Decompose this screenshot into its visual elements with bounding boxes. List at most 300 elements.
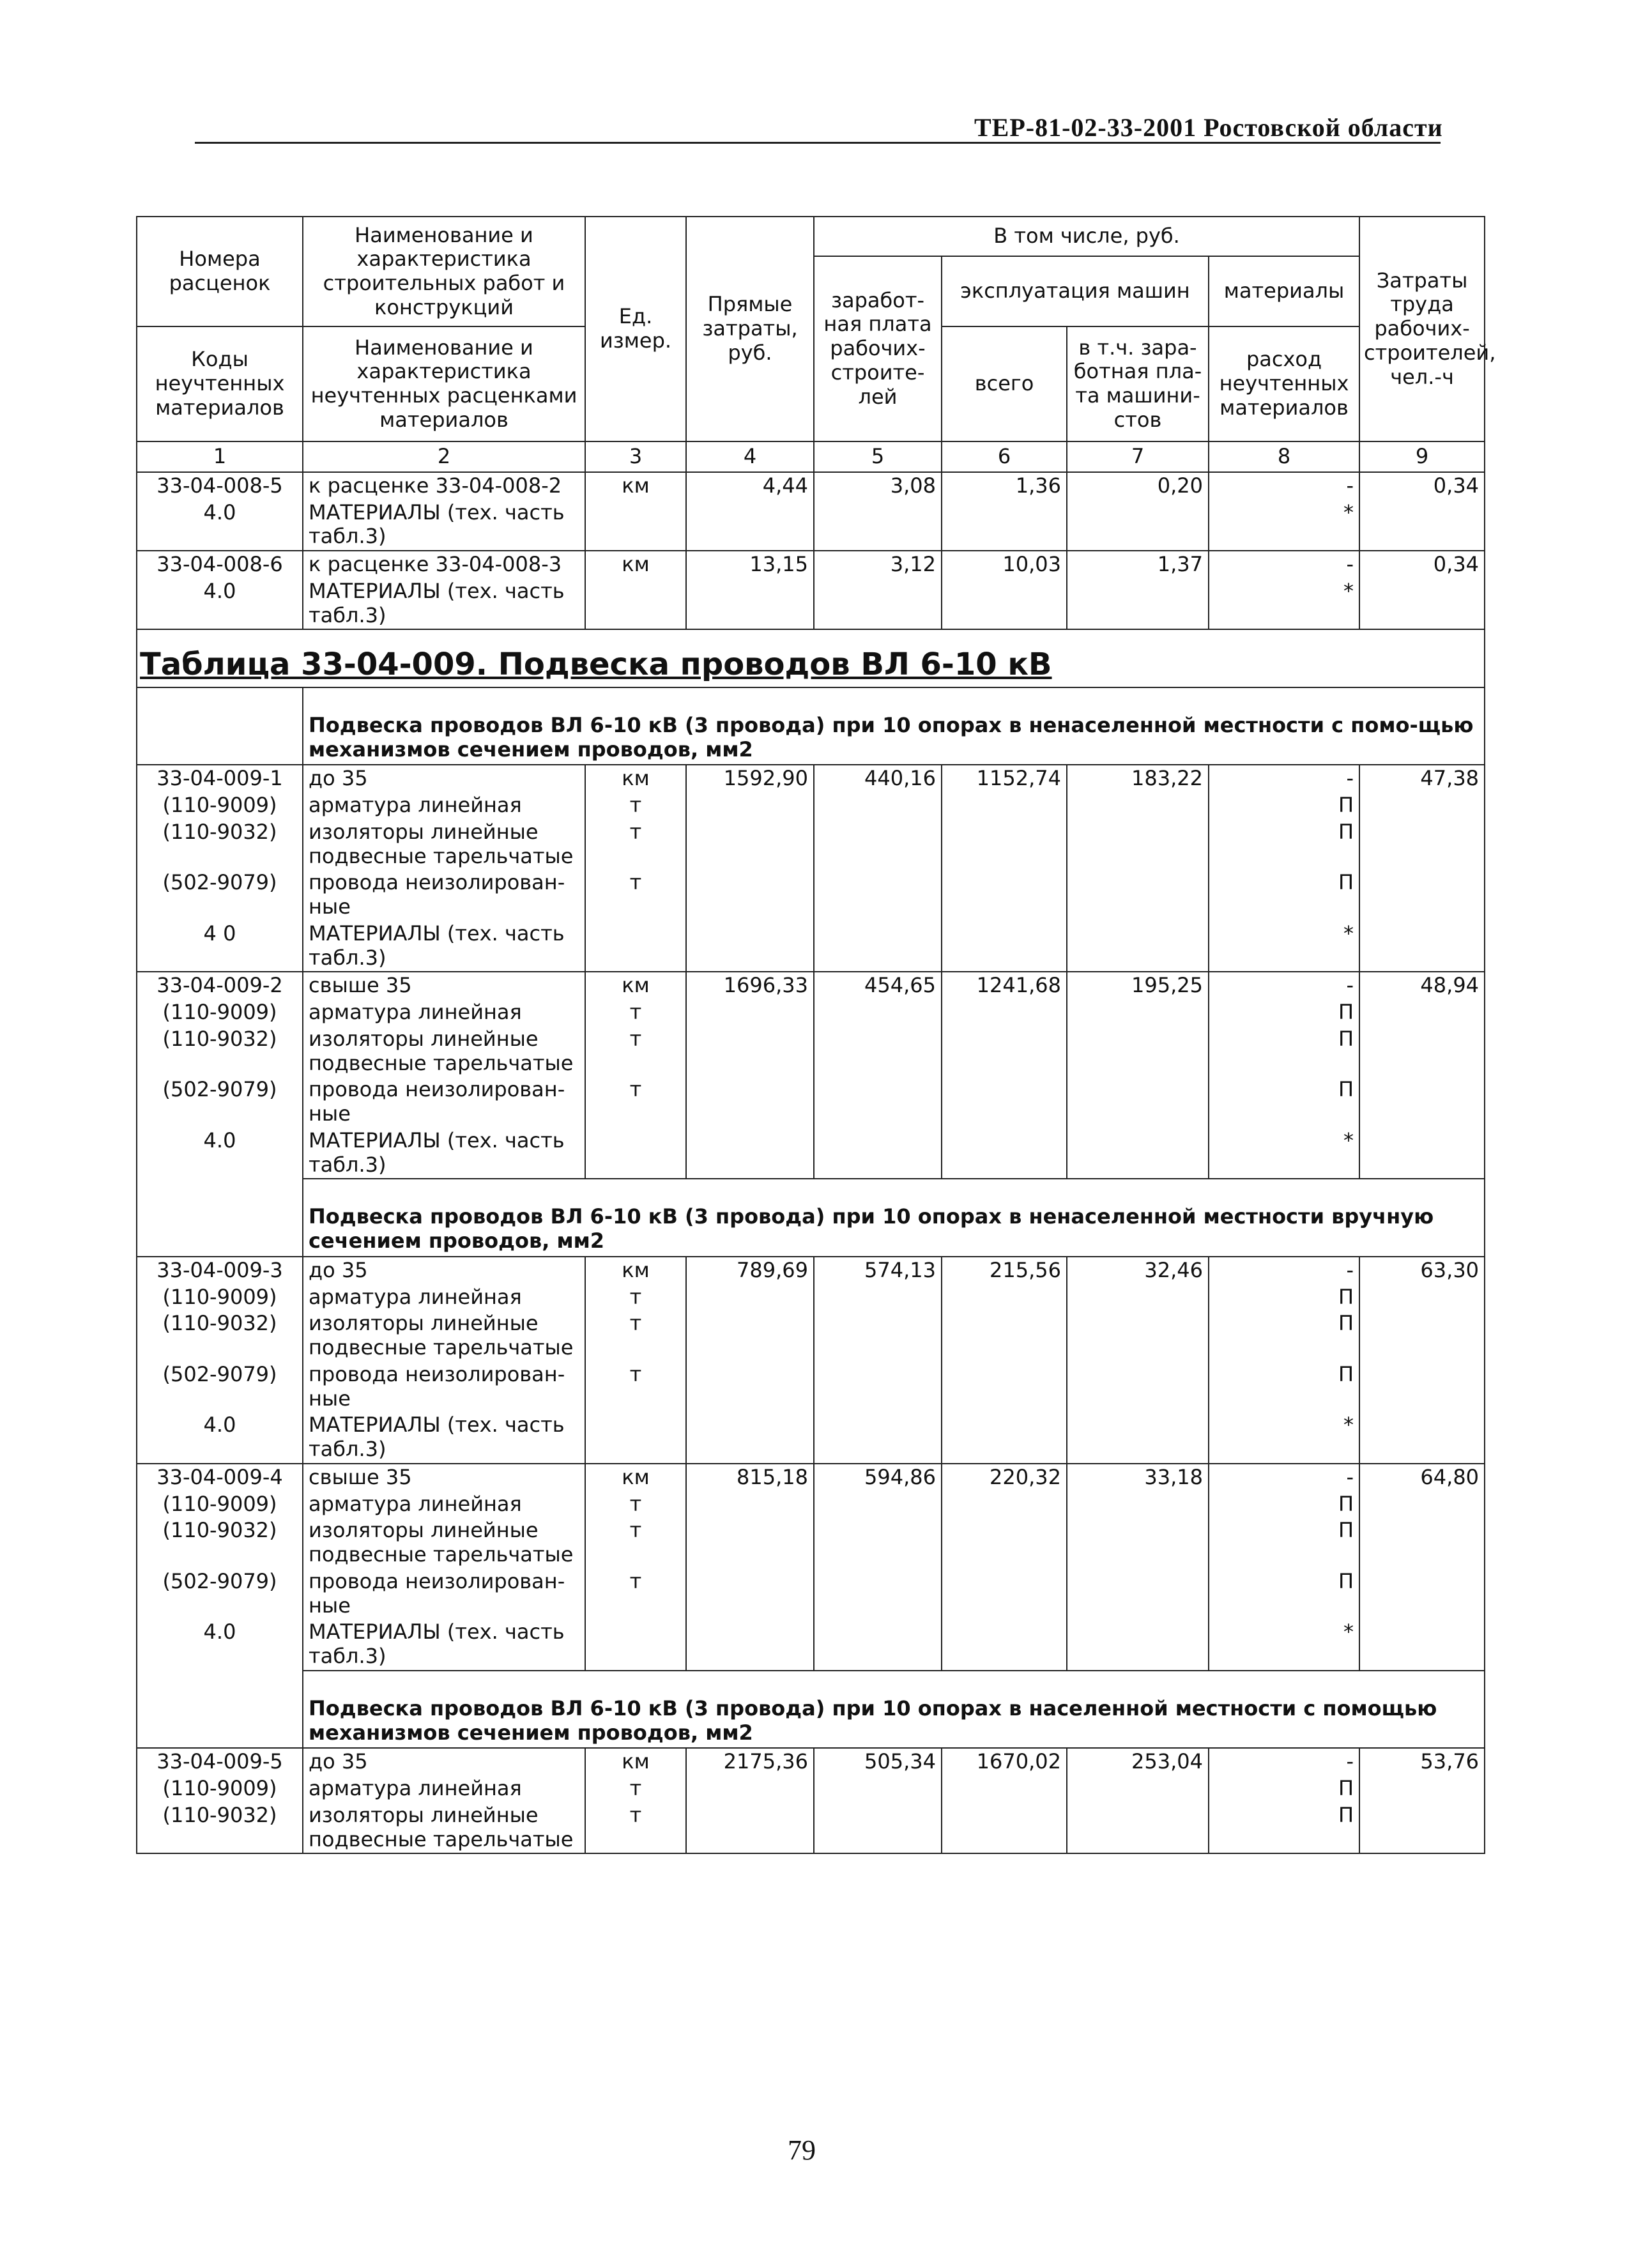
cell-labor xyxy=(1359,1775,1485,1802)
table-row xyxy=(137,819,1485,870)
cell-code: 33-04-008-6 xyxy=(137,551,303,578)
cell-labor: 47,38 xyxy=(1359,765,1485,792)
cell-materials: П xyxy=(1209,792,1359,819)
table-row xyxy=(137,1412,1485,1464)
cell-machines-total xyxy=(942,921,1067,972)
cell-materials: П xyxy=(1209,1517,1359,1568)
cell-code: (110-9032) xyxy=(137,819,303,870)
table-row xyxy=(137,1026,1485,1077)
cell-direct-costs xyxy=(686,1491,814,1518)
cell-machinist-wage xyxy=(1067,1802,1209,1854)
cell-direct-costs xyxy=(686,999,814,1026)
cell-labor xyxy=(1359,500,1485,551)
column-number: 6 xyxy=(942,441,1067,472)
table-row xyxy=(137,1619,1485,1671)
cell-machines-total xyxy=(942,870,1067,921)
cell-name: МАТЕРИАЛЫ (тех. часть табл.3) xyxy=(303,921,585,972)
cell-direct-costs xyxy=(686,578,814,630)
cell-materials: П xyxy=(1209,1802,1359,1854)
cell-labor xyxy=(1359,1619,1485,1671)
cell-unit: т xyxy=(585,1802,686,1854)
cell-wage xyxy=(814,1412,942,1464)
cell-machines-total xyxy=(942,1802,1067,1854)
cell-machinist-wage: 0,20 xyxy=(1067,472,1209,500)
header-materials: материалы xyxy=(1209,256,1359,326)
cell-materials: - xyxy=(1209,765,1359,792)
cell-direct-costs xyxy=(686,1128,814,1179)
header-machines: эксплуатация машин xyxy=(942,256,1209,326)
cell-wage xyxy=(814,1568,942,1620)
cell-code: 33-04-009-2 xyxy=(137,972,303,999)
cell-machines-total: 1,36 xyxy=(942,472,1067,500)
rows-section-008 xyxy=(137,472,1485,630)
cell-materials: - xyxy=(1209,551,1359,578)
table-row xyxy=(137,765,1485,792)
cell-unit xyxy=(585,1619,686,1671)
cell-direct-costs xyxy=(686,1619,814,1671)
cell-code: 4.0 xyxy=(137,578,303,630)
cell-name: изоляторы линейные подвесные тарельчатые xyxy=(303,1310,585,1361)
cell-labor: 63,30 xyxy=(1359,1257,1485,1284)
cell-materials: П xyxy=(1209,1568,1359,1620)
column-number: 7 xyxy=(1067,441,1209,472)
cell-materials: - xyxy=(1209,972,1359,999)
cell-machines-total xyxy=(942,1491,1067,1518)
cell-machinist-wage: 195,25 xyxy=(1067,972,1209,999)
cell-materials: П xyxy=(1209,1310,1359,1361)
cell-labor xyxy=(1359,1284,1485,1311)
cell-machinist-wage xyxy=(1067,819,1209,870)
cell-wage: 505,34 xyxy=(814,1748,942,1775)
cell-unit: т xyxy=(585,1361,686,1413)
cell-machinist-wage xyxy=(1067,1310,1209,1361)
cell-materials: П xyxy=(1209,999,1359,1026)
cell-labor xyxy=(1359,578,1485,630)
cell-materials: П xyxy=(1209,1491,1359,1518)
cell-code: 4.0 xyxy=(137,1412,303,1464)
cell-labor xyxy=(1359,1517,1485,1568)
cell-materials: П xyxy=(1209,1284,1359,1311)
cell-materials: П xyxy=(1209,1361,1359,1413)
table-row xyxy=(137,792,1485,819)
table-row xyxy=(137,472,1485,500)
group-heading-spacer xyxy=(137,687,303,765)
cell-materials: П xyxy=(1209,819,1359,870)
cell-code: 4.0 xyxy=(137,1619,303,1671)
cell-machines-total xyxy=(942,1310,1067,1361)
cell-code: (502-9079) xyxy=(137,1361,303,1413)
cell-code: 33-04-009-5 xyxy=(137,1748,303,1775)
cell-machines-total: 1241,68 xyxy=(942,972,1067,999)
table-row xyxy=(137,1464,1485,1491)
cell-unit: т xyxy=(585,1077,686,1128)
cell-name: до 35 xyxy=(303,1748,585,1775)
cell-machinist-wage xyxy=(1067,1077,1209,1128)
group-heading-row xyxy=(137,1179,1485,1257)
page-number: 79 xyxy=(788,2134,816,2166)
cell-wage: 3,12 xyxy=(814,551,942,578)
cell-machines-total xyxy=(942,578,1067,630)
cell-labor: 0,34 xyxy=(1359,551,1485,578)
cell-code: (110-9009) xyxy=(137,1491,303,1518)
cell-code: 4 0 xyxy=(137,921,303,972)
rows-section-009 xyxy=(137,687,1485,1854)
cell-machines-total xyxy=(942,1568,1067,1620)
column-number: 3 xyxy=(585,441,686,472)
group-subtitle: Подвеска проводов ВЛ 6-10 кВ (3 провода) при 10 опорах в населенной местности с помощью механизмов сечением проводов, мм2 xyxy=(303,1671,1485,1749)
cell-code: (110-9032) xyxy=(137,1517,303,1568)
group-heading-spacer xyxy=(137,1179,303,1257)
cell-machinist-wage xyxy=(1067,870,1209,921)
cell-unit: км xyxy=(585,1257,686,1284)
column-number: 2 xyxy=(303,441,585,472)
header-direct-costs: Прямые затраты, руб. xyxy=(686,217,814,441)
cell-wage xyxy=(814,1517,942,1568)
cell-materials: П xyxy=(1209,1026,1359,1077)
cell-name: изоляторы линейные подвесные тарельчатые xyxy=(303,1802,585,1854)
cell-code: (502-9079) xyxy=(137,1568,303,1620)
cell-machinist-wage xyxy=(1067,921,1209,972)
cell-machinist-wage xyxy=(1067,1412,1209,1464)
cell-name: арматура линейная xyxy=(303,1775,585,1802)
cell-wage xyxy=(814,1619,942,1671)
table-header xyxy=(137,217,1496,472)
cell-name: арматура линейная xyxy=(303,1284,585,1311)
cell-wage: 594,86 xyxy=(814,1464,942,1491)
column-number: 5 xyxy=(814,441,942,472)
table-row xyxy=(137,921,1485,972)
cell-name: провода неизолирован-ные xyxy=(303,1077,585,1128)
cell-direct-costs xyxy=(686,1412,814,1464)
cell-labor xyxy=(1359,1361,1485,1413)
cell-materials: * xyxy=(1209,500,1359,551)
cell-name: МАТЕРИАЛЫ (тех. часть табл.3) xyxy=(303,1128,585,1179)
cell-unit: т xyxy=(585,1491,686,1518)
cell-machinist-wage: 33,18 xyxy=(1067,1464,1209,1491)
cell-code: (502-9079) xyxy=(137,870,303,921)
cell-materials: * xyxy=(1209,578,1359,630)
table-row xyxy=(137,1284,1485,1311)
cell-machinist-wage: 253,04 xyxy=(1067,1748,1209,1775)
cell-code: (110-9032) xyxy=(137,1026,303,1077)
cell-unit: км xyxy=(585,972,686,999)
cell-direct-costs xyxy=(686,1361,814,1413)
cell-materials: * xyxy=(1209,1412,1359,1464)
header-material-codes: Коды неучтенных материалов xyxy=(137,326,303,441)
cell-code: (502-9079) xyxy=(137,1077,303,1128)
cell-labor xyxy=(1359,1412,1485,1464)
cell-name: провода неизолирован-ные xyxy=(303,1568,585,1620)
cell-machines-total: 215,56 xyxy=(942,1257,1067,1284)
cell-machines-total xyxy=(942,1026,1067,1077)
cell-direct-costs: 13,15 xyxy=(686,551,814,578)
cell-wage xyxy=(814,819,942,870)
cell-direct-costs: 2175,36 xyxy=(686,1748,814,1775)
cell-direct-costs: 789,69 xyxy=(686,1257,814,1284)
cell-machinist-wage: 183,22 xyxy=(1067,765,1209,792)
group-subtitle: Подвеска проводов ВЛ 6-10 кВ (3 провода) при 10 опорах в ненаселенной местности вручную сечением проводов, мм2 xyxy=(303,1179,1485,1257)
cell-name: МАТЕРИАЛЫ (тех. часть табл.3) xyxy=(303,1412,585,1464)
cell-name: к расценке 33-04-008-3 xyxy=(303,551,585,578)
table-row xyxy=(137,500,1485,551)
cell-machinist-wage xyxy=(1067,1568,1209,1620)
cell-unit: км xyxy=(585,765,686,792)
cell-machines-total: 1670,02 xyxy=(942,1748,1067,1775)
table-row xyxy=(137,1128,1485,1179)
cell-machinist-wage: 32,46 xyxy=(1067,1257,1209,1284)
cell-labor xyxy=(1359,1026,1485,1077)
cell-direct-costs xyxy=(686,500,814,551)
section-title: Таблица 33-04-009. Подвеска проводов ВЛ 6-10 кВ xyxy=(137,629,1485,687)
cell-wage xyxy=(814,792,942,819)
cell-name: изоляторы линейные подвесные тарельчатые xyxy=(303,1517,585,1568)
cell-wage xyxy=(814,1491,942,1518)
cell-machinist-wage xyxy=(1067,1128,1209,1179)
cell-name: провода неизолирован-ные xyxy=(303,1361,585,1413)
cell-unit: км xyxy=(585,551,686,578)
table-row xyxy=(137,1775,1485,1802)
cell-materials: - xyxy=(1209,1748,1359,1775)
cell-name: МАТЕРИАЛЫ (тех. часть табл.3) xyxy=(303,500,585,551)
cell-unit: т xyxy=(585,1284,686,1311)
cell-code: (110-9009) xyxy=(137,792,303,819)
cell-machinist-wage: 1,37 xyxy=(1067,551,1209,578)
header-rate-number: Номера расценок xyxy=(137,217,303,326)
cell-unit xyxy=(585,500,686,551)
cell-unit: т xyxy=(585,819,686,870)
cell-unit: км xyxy=(585,472,686,500)
table-row xyxy=(137,1802,1485,1854)
cell-machines-total xyxy=(942,1128,1067,1179)
cell-direct-costs xyxy=(686,1802,814,1854)
cell-unit: т xyxy=(585,1775,686,1802)
cell-machines-total: 220,32 xyxy=(942,1464,1067,1491)
cell-unit: т xyxy=(585,1517,686,1568)
cell-labor xyxy=(1359,1568,1485,1620)
cell-unit: т xyxy=(585,870,686,921)
header-work-name: Наименование и характеристика строительных работ и конструкций xyxy=(303,217,585,326)
cell-name: изоляторы линейные подвесные тарельчатые xyxy=(303,1026,585,1077)
cell-wage xyxy=(814,1361,942,1413)
table-row xyxy=(137,1491,1485,1518)
table-row xyxy=(137,1077,1485,1128)
table-row xyxy=(137,1257,1485,1284)
table-row xyxy=(137,870,1485,921)
cell-direct-costs xyxy=(686,1310,814,1361)
cell-materials: - xyxy=(1209,1257,1359,1284)
cell-materials: * xyxy=(1209,1128,1359,1179)
cell-wage xyxy=(814,870,942,921)
cell-labor xyxy=(1359,999,1485,1026)
cell-name: арматура линейная xyxy=(303,999,585,1026)
cell-unit xyxy=(585,1412,686,1464)
document-header-title: ТЕР-81-02-33-2001 Ростовской области xyxy=(974,113,1443,142)
cell-machines-total xyxy=(942,792,1067,819)
cell-labor: 48,94 xyxy=(1359,972,1485,999)
cell-unit: т xyxy=(585,999,686,1026)
header-machines-total: всего xyxy=(942,326,1067,441)
cell-direct-costs xyxy=(686,921,814,972)
cell-direct-costs xyxy=(686,1517,814,1568)
cell-machinist-wage xyxy=(1067,999,1209,1026)
cell-machines-total xyxy=(942,500,1067,551)
cell-wage: 440,16 xyxy=(814,765,942,792)
cell-unit: км xyxy=(585,1464,686,1491)
cell-machinist-wage xyxy=(1067,1284,1209,1311)
cell-wage xyxy=(814,1775,942,1802)
table-row xyxy=(137,578,1485,630)
cell-labor: 0,34 xyxy=(1359,472,1485,500)
cell-machinist-wage xyxy=(1067,578,1209,630)
cell-direct-costs xyxy=(686,1077,814,1128)
cell-name: МАТЕРИАЛЫ (тех. часть табл.3) xyxy=(303,578,585,630)
cell-labor xyxy=(1359,1128,1485,1179)
cell-machines-total xyxy=(942,1775,1067,1802)
cell-machinist-wage xyxy=(1067,1491,1209,1518)
cell-direct-costs xyxy=(686,1568,814,1620)
cell-machines-total xyxy=(942,1619,1067,1671)
cell-direct-costs xyxy=(686,870,814,921)
rates-table xyxy=(136,216,1496,1854)
cell-name: арматура линейная xyxy=(303,792,585,819)
cell-machines-total xyxy=(942,819,1067,870)
header-wage: заработ-ная плата рабочих-строите-лей xyxy=(814,256,942,441)
cell-materials: * xyxy=(1209,921,1359,972)
cell-unit: т xyxy=(585,1568,686,1620)
table-row xyxy=(137,972,1485,999)
cell-wage xyxy=(814,999,942,1026)
cell-wage xyxy=(814,1310,942,1361)
cell-code: 4.0 xyxy=(137,1128,303,1179)
cell-code: (110-9032) xyxy=(137,1310,303,1361)
cell-code: (110-9009) xyxy=(137,1284,303,1311)
cell-machinist-wage xyxy=(1067,1026,1209,1077)
header-machinist-wage: в т.ч. зара-ботная пла-та машини-стов xyxy=(1067,326,1209,441)
cell-name: изоляторы линейные подвесные тарельчатые xyxy=(303,819,585,870)
cell-unit: т xyxy=(585,1026,686,1077)
cell-machines-total xyxy=(942,1412,1067,1464)
cell-direct-costs xyxy=(686,1775,814,1802)
header-group-including: В том числе, руб. xyxy=(814,217,1359,256)
cell-materials: П xyxy=(1209,1775,1359,1802)
cell-labor xyxy=(1359,1802,1485,1854)
cell-direct-costs: 4,44 xyxy=(686,472,814,500)
cell-direct-costs: 1696,33 xyxy=(686,972,814,999)
header-material-consumption: расход неучтенных материалов xyxy=(1209,326,1359,441)
cell-labor xyxy=(1359,870,1485,921)
cell-wage: 454,65 xyxy=(814,972,942,999)
cell-name: свыше 35 xyxy=(303,1464,585,1491)
header-material-names: Наименование и характеристика неучтенных расценками материалов xyxy=(303,326,585,441)
cell-machines-total: 1152,74 xyxy=(942,765,1067,792)
cell-labor xyxy=(1359,1310,1485,1361)
cell-machines-total xyxy=(942,1517,1067,1568)
column-number: 1 xyxy=(137,441,303,472)
cell-code: 33-04-008-5 xyxy=(137,472,303,500)
cell-wage xyxy=(814,1077,942,1128)
cell-machines-total xyxy=(942,1361,1067,1413)
cell-direct-costs: 815,18 xyxy=(686,1464,814,1491)
cell-labor xyxy=(1359,1491,1485,1518)
cell-materials: * xyxy=(1209,1619,1359,1671)
cell-materials: - xyxy=(1209,1464,1359,1491)
column-number: 4 xyxy=(686,441,814,472)
cell-name: к расценке 33-04-008-2 xyxy=(303,472,585,500)
table-row xyxy=(137,1517,1485,1568)
cell-machines-total xyxy=(942,1077,1067,1128)
cell-machinist-wage xyxy=(1067,1775,1209,1802)
cell-wage xyxy=(814,500,942,551)
group-heading-spacer xyxy=(137,1671,303,1749)
cell-labor: 64,80 xyxy=(1359,1464,1485,1491)
cell-wage xyxy=(814,1284,942,1311)
column-number: 8 xyxy=(1209,441,1359,472)
cell-wage xyxy=(814,1128,942,1179)
cell-machinist-wage xyxy=(1067,1619,1209,1671)
cell-materials: - xyxy=(1209,472,1359,500)
cell-wage xyxy=(814,1802,942,1854)
table-row xyxy=(137,1310,1485,1361)
cell-code: (110-9032) xyxy=(137,1802,303,1854)
cell-direct-costs: 1592,90 xyxy=(686,765,814,792)
header-labor-costs: Затраты труда рабочих-строителей, чел.-ч xyxy=(1359,217,1485,441)
cell-labor xyxy=(1359,921,1485,972)
cell-unit xyxy=(585,921,686,972)
table-row xyxy=(137,1361,1485,1413)
cell-code: 33-04-009-4 xyxy=(137,1464,303,1491)
cell-machines-total xyxy=(942,1284,1067,1311)
cell-machinist-wage xyxy=(1067,1361,1209,1413)
cell-direct-costs xyxy=(686,792,814,819)
cell-direct-costs xyxy=(686,819,814,870)
cell-machines-total xyxy=(942,999,1067,1026)
cell-code: 33-04-009-3 xyxy=(137,1257,303,1284)
cell-code: (110-9009) xyxy=(137,999,303,1026)
cell-labor xyxy=(1359,819,1485,870)
cell-materials: П xyxy=(1209,1077,1359,1128)
cell-wage: 574,13 xyxy=(814,1257,942,1284)
cell-code: 4.0 xyxy=(137,500,303,551)
cell-unit: т xyxy=(585,792,686,819)
table-row xyxy=(137,1748,1485,1775)
cell-unit xyxy=(585,1128,686,1179)
cell-wage xyxy=(814,1026,942,1077)
cell-name: до 35 xyxy=(303,1257,585,1284)
cell-code: (110-9009) xyxy=(137,1775,303,1802)
cell-labor xyxy=(1359,792,1485,819)
header-rule xyxy=(195,142,1441,144)
table-row xyxy=(137,999,1485,1026)
cell-name: до 35 xyxy=(303,765,585,792)
cell-labor xyxy=(1359,1077,1485,1128)
cell-unit: км xyxy=(585,1748,686,1775)
group-subtitle: Подвеска проводов ВЛ 6-10 кВ (3 провода) при 10 опорах в ненаселенной местности с помо-щью механизмов сечением проводов, мм2 xyxy=(303,687,1485,765)
table-row xyxy=(137,551,1485,578)
cell-machinist-wage xyxy=(1067,500,1209,551)
cell-wage xyxy=(814,921,942,972)
section-heading xyxy=(137,629,1485,687)
cell-name: арматура линейная xyxy=(303,1491,585,1518)
cell-machinist-wage xyxy=(1067,792,1209,819)
cell-wage: 3,08 xyxy=(814,472,942,500)
group-heading-row xyxy=(137,687,1485,765)
cell-name: свыше 35 xyxy=(303,972,585,999)
table-row xyxy=(137,1568,1485,1620)
cell-direct-costs xyxy=(686,1284,814,1311)
cell-name: провода неизолирован-ные xyxy=(303,870,585,921)
group-heading-row xyxy=(137,1671,1485,1749)
cell-code: 33-04-009-1 xyxy=(137,765,303,792)
